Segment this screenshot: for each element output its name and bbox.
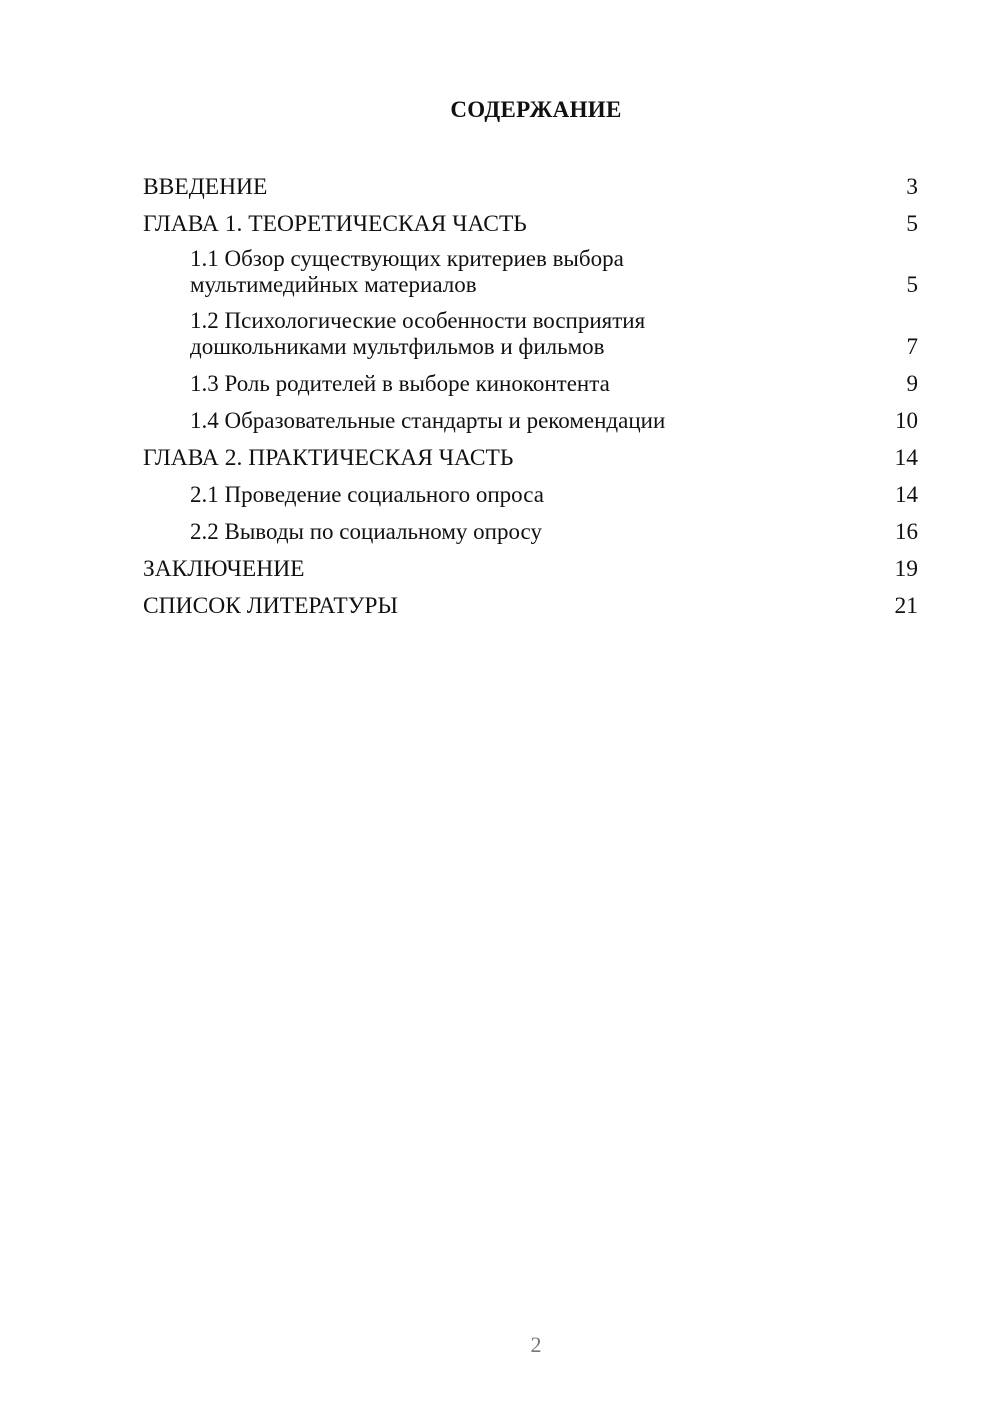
toc-entry-page: 3 <box>906 173 918 200</box>
toc-entry-label: 2.1 Проведение социального опроса <box>190 481 544 507</box>
toc-entry-page: 19 <box>894 555 918 582</box>
toc-entry-label: 1.4 Образовательные стандарты и рекомендации <box>190 407 666 433</box>
toc-entry-label: 2.2 Выводы по социальному опросу <box>190 518 542 544</box>
toc-entry-page: 5 <box>906 272 918 297</box>
toc-entry-section-2-2 <box>143 513 918 550</box>
toc-entry-section-1-4 <box>143 402 918 439</box>
toc-entry-label: ГЛАВА 1. ТЕОРЕТИЧЕСКАЯ ЧАСТЬ <box>143 210 527 237</box>
toc-entry-page: 5 <box>906 210 918 237</box>
toc-entry-label: СПИСОК ЛИТЕРАТУРЫ <box>143 592 398 619</box>
toc-entry-section-1-2 <box>143 304 918 366</box>
table-of-contents <box>143 168 918 624</box>
toc-entry-label: ВВЕДЕНИЕ <box>143 173 268 200</box>
toc-entry-chapter-1 <box>143 205 918 242</box>
toc-entry-page: 9 <box>906 370 918 396</box>
toc-entry-section-2-1 <box>143 476 918 513</box>
toc-entry-page: 10 <box>895 407 918 433</box>
toc-entry-page: 16 <box>895 518 918 544</box>
toc-entry-page: 7 <box>906 333 918 359</box>
toc-entry-label: 1.2 Психологические особенности восприятия дошкольниками мультфильмов и фильмов <box>190 307 646 359</box>
toc-entry-references <box>143 587 918 624</box>
toc-entry-page: 14 <box>894 444 918 471</box>
toc-entry-label: 1.1 Обзор существующих критериев выбора мультимедийных материалов <box>190 246 624 297</box>
page-number: 2 <box>530 1332 542 1357</box>
toc-entry-section-1-1 <box>143 242 918 304</box>
toc-entry-label: ЗАКЛЮЧЕНИЕ <box>143 555 305 582</box>
toc-entry-label: 1.3 Роль родителей в выборе киноконтента <box>190 370 610 396</box>
toc-title: СОДЕРЖАНИЕ <box>450 97 622 122</box>
toc-entry-introduction <box>143 168 918 205</box>
toc-entry-page: 14 <box>895 481 918 507</box>
toc-entry-page: 21 <box>894 592 918 619</box>
toc-entry-label: ГЛАВА 2. ПРАКТИЧЕСКАЯ ЧАСТЬ <box>143 444 514 471</box>
toc-entry-section-1-3 <box>143 365 918 402</box>
toc-entry-conclusion <box>143 550 918 587</box>
toc-entry-chapter-2 <box>143 439 918 476</box>
